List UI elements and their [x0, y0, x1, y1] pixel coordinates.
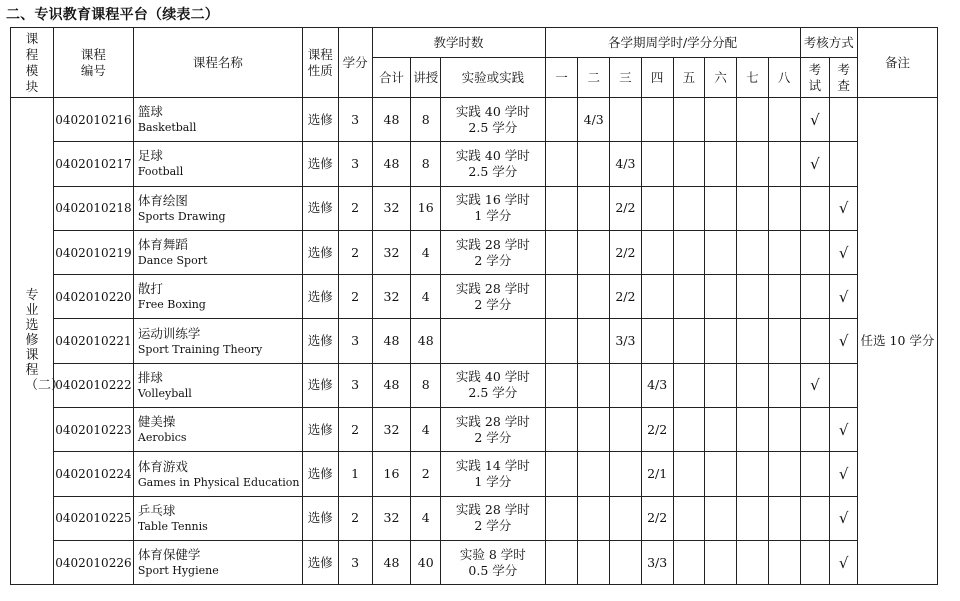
hours-practice	[441, 452, 545, 496]
practice-credit: 2 学分	[474, 296, 512, 312]
practice-credit: 0.5 学分	[468, 562, 518, 578]
semester-1-cell	[545, 408, 578, 452]
semester-1-cell	[545, 186, 578, 230]
course-code: 0402010224	[54, 452, 134, 496]
semester-8-cell	[768, 230, 800, 274]
table-row	[11, 540, 938, 584]
hours-lecture: 4	[411, 275, 441, 319]
semester-8-cell	[768, 275, 800, 319]
course-name-en: Sports Drawing	[137, 209, 226, 223]
header-code: 课程编号	[54, 28, 134, 98]
semester-2-cell	[578, 363, 610, 407]
check-mark	[830, 98, 858, 142]
table-row	[11, 452, 938, 496]
course-code: 0402010216	[54, 98, 134, 142]
semester-5-cell	[673, 230, 705, 274]
course-nature: 选修	[302, 98, 338, 142]
hours-practice	[441, 186, 545, 230]
practice-credit: 2.5 学分	[468, 385, 518, 401]
semester-2-cell	[578, 540, 610, 584]
semester-1-cell	[545, 319, 578, 363]
semester-8-cell	[768, 142, 800, 186]
semester-8-cell	[768, 408, 800, 452]
semester-8-cell	[768, 319, 800, 363]
course-name	[133, 319, 302, 363]
hours-practice	[441, 142, 545, 186]
semester-8-cell	[768, 186, 800, 230]
course-credit: 3	[338, 363, 372, 407]
course-code: 0402010221	[54, 319, 134, 363]
exam-mark	[800, 496, 830, 540]
course-code: 0402010225	[54, 496, 134, 540]
check-mark: √	[830, 275, 858, 319]
course-name	[133, 408, 302, 452]
header-check: 考查	[830, 58, 858, 98]
semester-8-cell	[768, 452, 800, 496]
course-name-zh: 运动训练学	[137, 325, 201, 341]
semester-6-cell	[705, 230, 737, 274]
practice-credit: 2.5 学分	[468, 163, 518, 179]
course-name-zh: 排球	[137, 369, 163, 385]
course-nature: 选修	[302, 363, 338, 407]
semester-3-cell	[610, 540, 642, 584]
practice-hours: 实践 16 学时	[455, 192, 530, 208]
header-name: 课程名称	[133, 28, 302, 98]
semester-4-cell	[641, 142, 673, 186]
header-credit: 学分	[338, 28, 372, 98]
exam-mark: √	[800, 98, 830, 142]
table-row	[11, 363, 938, 407]
exam-mark	[800, 230, 830, 274]
table-row	[11, 319, 938, 363]
semester-3-cell	[610, 98, 642, 142]
course-table	[10, 27, 938, 585]
course-name	[133, 496, 302, 540]
semester-4-cell: 2/1	[641, 452, 673, 496]
practice-hours: 实践 40 学时	[455, 147, 530, 163]
course-nature: 选修	[302, 186, 338, 230]
semester-3-cell: 3/3	[610, 319, 642, 363]
course-credit: 3	[338, 142, 372, 186]
course-name-en: Basketball	[137, 121, 197, 135]
semester-7-cell	[737, 186, 769, 230]
course-name-zh: 体育绘图	[137, 192, 188, 208]
header-remark: 备注	[857, 28, 937, 98]
check-mark: √	[830, 540, 858, 584]
check-mark	[830, 142, 858, 186]
semester-3-cell	[610, 452, 642, 496]
hours-practice	[441, 319, 545, 363]
semester-3-cell: 2/2	[610, 186, 642, 230]
exam-mark	[800, 540, 830, 584]
hours-lecture: 8	[411, 142, 441, 186]
semester-1-cell	[545, 142, 578, 186]
hours-practice	[441, 275, 545, 319]
hours-lecture: 16	[411, 186, 441, 230]
semester-2-cell	[578, 186, 610, 230]
course-nature: 选修	[302, 319, 338, 363]
hours-total: 16	[372, 452, 411, 496]
course-credit: 2	[338, 275, 372, 319]
semester-6-cell	[705, 275, 737, 319]
check-mark: √	[830, 496, 858, 540]
semester-1-cell	[545, 230, 578, 274]
course-nature: 选修	[302, 408, 338, 452]
header-semester-6: 六	[705, 58, 737, 98]
course-name	[133, 230, 302, 274]
header-semester-4: 四	[641, 58, 673, 98]
semester-8-cell	[768, 363, 800, 407]
hours-total: 48	[372, 319, 411, 363]
hours-lecture: 4	[411, 230, 441, 274]
module-label: 专业选修课程（二）	[25, 288, 65, 394]
hours-lecture: 8	[411, 363, 441, 407]
hours-practice	[441, 363, 545, 407]
course-name-en: Aerobics	[137, 431, 187, 445]
header-semester-8: 八	[768, 58, 800, 98]
course-credit: 2	[338, 408, 372, 452]
course-name	[133, 275, 302, 319]
semester-5-cell	[673, 408, 705, 452]
hours-total: 48	[372, 142, 411, 186]
course-credit: 2	[338, 186, 372, 230]
semester-6-cell	[705, 408, 737, 452]
semester-2-cell	[578, 230, 610, 274]
header-semester-group: 各学期周学时/学分分配	[545, 28, 800, 58]
hours-practice	[441, 408, 545, 452]
semester-6-cell	[705, 142, 737, 186]
header-exam: 考试	[800, 58, 830, 98]
table-row	[11, 142, 938, 186]
semester-6-cell	[705, 98, 737, 142]
header-nature: 课程性质	[302, 28, 338, 98]
practice-credit: 1 学分	[474, 474, 512, 490]
table-row	[11, 408, 938, 452]
course-code: 0402010222	[54, 363, 134, 407]
semester-6-cell	[705, 540, 737, 584]
header-lecture: 讲授	[411, 58, 441, 98]
semester-2-cell	[578, 142, 610, 186]
semester-4-cell: 2/2	[641, 496, 673, 540]
check-mark: √	[830, 452, 858, 496]
course-nature: 选修	[302, 275, 338, 319]
hours-total: 48	[372, 540, 411, 584]
practice-hours: 实践 14 学时	[455, 458, 530, 474]
course-name	[133, 142, 302, 186]
course-credit: 3	[338, 319, 372, 363]
course-name	[133, 98, 302, 142]
header-hours-group: 教学时数	[372, 28, 545, 58]
semester-8-cell	[768, 98, 800, 142]
course-nature: 选修	[302, 452, 338, 496]
hours-practice	[441, 540, 545, 584]
course-name-zh: 体育保健学	[137, 547, 201, 563]
semester-7-cell	[737, 319, 769, 363]
semester-5-cell	[673, 98, 705, 142]
exam-mark: √	[800, 142, 830, 186]
semester-8-cell	[768, 496, 800, 540]
check-mark: √	[830, 186, 858, 230]
practice-hours: 实践 40 学时	[455, 103, 530, 119]
semester-7-cell	[737, 496, 769, 540]
semester-1-cell	[545, 496, 578, 540]
exam-mark	[800, 186, 830, 230]
course-name-en: Sport Hygiene	[137, 564, 219, 578]
header-assess-group: 考核方式	[800, 28, 857, 58]
course-code: 0402010219	[54, 230, 134, 274]
semester-1-cell	[545, 452, 578, 496]
course-name-en: Table Tennis	[137, 519, 208, 533]
hours-lecture: 4	[411, 496, 441, 540]
course-name-zh: 足球	[137, 148, 163, 164]
course-name	[133, 186, 302, 230]
practice-credit: 2 学分	[474, 518, 512, 534]
hours-practice	[441, 230, 545, 274]
semester-2-cell	[578, 275, 610, 319]
hours-practice	[441, 496, 545, 540]
course-credit: 1	[338, 452, 372, 496]
semester-7-cell	[737, 275, 769, 319]
course-code: 0402010223	[54, 408, 134, 452]
header-total: 合计	[372, 58, 411, 98]
course-name	[133, 540, 302, 584]
check-mark: √	[830, 408, 858, 452]
semester-6-cell	[705, 363, 737, 407]
practice-hours: 实践 28 学时	[455, 280, 530, 296]
module-cell	[11, 98, 65, 585]
hours-practice	[441, 98, 545, 142]
hours-lecture: 48	[411, 319, 441, 363]
course-credit: 2	[338, 230, 372, 274]
course-nature: 选修	[302, 142, 338, 186]
semester-7-cell	[737, 142, 769, 186]
practice-credit: 2 学分	[474, 252, 512, 268]
hours-lecture: 2	[411, 452, 441, 496]
semester-5-cell	[673, 319, 705, 363]
course-name-en: Games in Physical Education	[137, 475, 300, 489]
table-row	[11, 230, 938, 274]
practice-hours: 实践 28 学时	[455, 413, 530, 429]
semester-2-cell	[578, 319, 610, 363]
check-mark	[830, 363, 858, 407]
table-row	[11, 98, 938, 142]
semester-2-cell	[578, 408, 610, 452]
header-practice: 实验或实践	[441, 58, 545, 98]
practice-hours: 实践 40 学时	[455, 369, 530, 385]
hours-total: 32	[372, 408, 411, 452]
course-name	[133, 452, 302, 496]
semester-3-cell	[610, 408, 642, 452]
header-module: 课程模块	[11, 28, 54, 98]
course-name-zh: 体育舞蹈	[137, 237, 188, 253]
semester-3-cell	[610, 496, 642, 540]
header-semester-3: 三	[610, 58, 642, 98]
semester-1-cell	[545, 540, 578, 584]
practice-credit: 2.5 学分	[468, 119, 518, 135]
semester-6-cell	[705, 186, 737, 230]
header-semester-2: 二	[578, 58, 610, 98]
course-code: 0402010226	[54, 540, 134, 584]
semester-4-cell	[641, 275, 673, 319]
exam-mark	[800, 408, 830, 452]
course-nature: 选修	[302, 540, 338, 584]
semester-6-cell	[705, 452, 737, 496]
hours-total: 32	[372, 275, 411, 319]
semester-3-cell	[610, 363, 642, 407]
table-row	[11, 496, 938, 540]
check-mark: √	[830, 230, 858, 274]
semester-7-cell	[737, 540, 769, 584]
semester-4-cell	[641, 186, 673, 230]
hours-total: 32	[372, 186, 411, 230]
hours-total: 32	[372, 496, 411, 540]
practice-hours: 实验 8 学时	[459, 546, 526, 562]
header-semester-1: 一	[545, 58, 578, 98]
practice-credit: 1 学分	[474, 208, 512, 224]
course-name-en: Sport Training Theory	[137, 342, 263, 356]
remark-cell: 任选 10 学分	[857, 98, 937, 585]
semester-7-cell	[737, 98, 769, 142]
practice-hours: 实践 28 学时	[455, 502, 530, 518]
check-mark: √	[830, 319, 858, 363]
semester-5-cell	[673, 452, 705, 496]
course-name-en: Free Boxing	[137, 298, 206, 312]
semester-3-cell: 4/3	[610, 142, 642, 186]
course-name-en: Dance Sport	[137, 254, 208, 268]
exam-mark	[800, 452, 830, 496]
exam-mark: √	[800, 363, 830, 407]
course-name-zh: 体育游戏	[137, 458, 188, 474]
semester-3-cell: 2/2	[610, 275, 642, 319]
practice-hours: 实践 28 学时	[455, 236, 530, 252]
semester-6-cell	[705, 496, 737, 540]
course-code: 0402010218	[54, 186, 134, 230]
semester-5-cell	[673, 363, 705, 407]
hours-total: 48	[372, 363, 411, 407]
hours-total: 48	[372, 98, 411, 142]
semester-4-cell: 3/3	[641, 540, 673, 584]
course-nature: 选修	[302, 496, 338, 540]
semester-2-cell	[578, 452, 610, 496]
section-heading: 二、专识教育课程平台（续表二）	[6, 7, 219, 23]
semester-5-cell	[673, 496, 705, 540]
semester-7-cell	[737, 452, 769, 496]
hours-lecture: 40	[411, 540, 441, 584]
course-name-zh: 健美操	[137, 414, 176, 430]
semester-5-cell	[673, 540, 705, 584]
course-credit: 2	[338, 496, 372, 540]
semester-4-cell	[641, 319, 673, 363]
course-name-zh: 乒乓球	[137, 502, 176, 518]
course-name-en: Football	[137, 165, 184, 179]
semester-8-cell	[768, 540, 800, 584]
semester-5-cell	[673, 186, 705, 230]
exam-mark	[800, 275, 830, 319]
semester-4-cell	[641, 230, 673, 274]
course-code: 0402010220	[54, 275, 134, 319]
course-credit: 3	[338, 98, 372, 142]
exam-mark	[800, 319, 830, 363]
semester-2-cell: 4/3	[578, 98, 610, 142]
course-name-zh: 散打	[137, 281, 163, 297]
semester-5-cell	[673, 275, 705, 319]
course-credit: 3	[338, 540, 372, 584]
course-name	[133, 363, 302, 407]
semester-6-cell	[705, 319, 737, 363]
semester-3-cell: 2/2	[610, 230, 642, 274]
semester-4-cell: 4/3	[641, 363, 673, 407]
course-nature: 选修	[302, 230, 338, 274]
header-semester-7: 七	[737, 58, 769, 98]
semester-1-cell	[545, 363, 578, 407]
hours-total: 32	[372, 230, 411, 274]
table-row	[11, 275, 938, 319]
hours-lecture: 8	[411, 98, 441, 142]
course-name-en: Volleyball	[137, 386, 192, 400]
semester-4-cell: 2/2	[641, 408, 673, 452]
semester-7-cell	[737, 408, 769, 452]
semester-4-cell	[641, 98, 673, 142]
semester-2-cell	[578, 496, 610, 540]
header-semester-5: 五	[673, 58, 705, 98]
hours-lecture: 4	[411, 408, 441, 452]
course-code: 0402010217	[54, 142, 134, 186]
course-name-zh: 篮球	[137, 104, 163, 120]
practice-credit: 2 学分	[474, 429, 512, 445]
header-row-1	[11, 28, 938, 58]
table-row	[11, 186, 938, 230]
semester-7-cell	[737, 363, 769, 407]
semester-7-cell	[737, 230, 769, 274]
semester-1-cell	[545, 98, 578, 142]
semester-1-cell	[545, 275, 578, 319]
semester-5-cell	[673, 142, 705, 186]
